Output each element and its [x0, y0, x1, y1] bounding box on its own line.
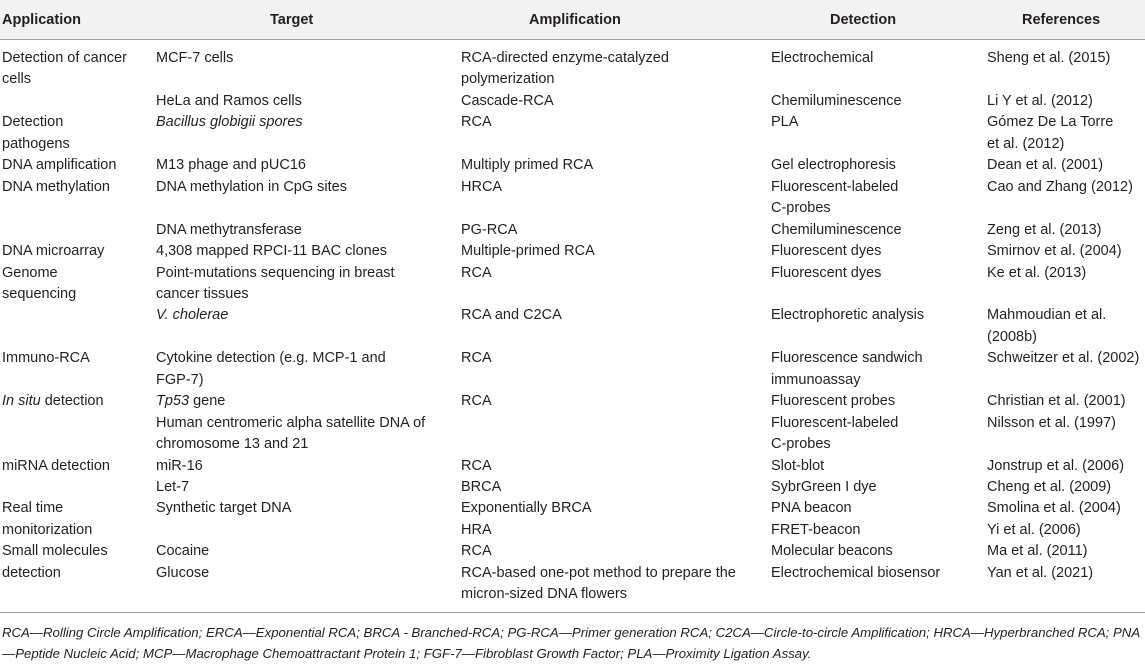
cell-detection: FRET-beacon — [771, 521, 861, 538]
cell-amplification: Exponentially BRCA — [461, 500, 592, 517]
cell-target: Human centromeric alpha satellite DNA of — [156, 414, 426, 431]
cell-references: Smirnov et al. (2004) — [987, 243, 1122, 260]
cell-target: Synthetic target DNA — [156, 500, 292, 517]
cell-references: Cao and Zhang (2012) — [987, 178, 1133, 195]
cell-detection: SybrGreen I dye — [771, 479, 877, 495]
cell-target: chromosome 13 and 21 — [156, 436, 309, 453]
cell-detection: C-probes — [771, 436, 831, 453]
cell-target: HeLa and Ramos cells — [156, 92, 302, 109]
cell-references: Sheng et al. (2015) — [987, 50, 1111, 66]
cell-detection: Fluorescence sandwich — [771, 350, 923, 367]
cell-references: Nilsson et al. (1997) — [987, 414, 1116, 431]
cell-application: Small molecules — [2, 543, 108, 560]
cell-target: V. cholerae — [156, 307, 229, 324]
cell-detection: immunoassay — [771, 371, 861, 388]
cell-detection: Gel electrophoresis — [771, 157, 896, 174]
cell-references: Jonstrup et al. (2006) — [987, 457, 1125, 474]
header-detection: Detection — [830, 12, 897, 28]
cell-target: M13 phage and pUC16 — [156, 157, 306, 174]
cell-target: miR-16 — [156, 457, 203, 474]
cell-application: cells — [2, 71, 32, 88]
cell-application: Genome — [2, 264, 58, 281]
cell-application: Real time — [2, 500, 64, 517]
cell-amplification: BRCA — [461, 479, 502, 495]
cell-detection: Fluorescent-labeled — [771, 414, 899, 431]
cell-application: Detection — [2, 114, 64, 131]
cell-references: Mahmoudian et al. — [987, 307, 1107, 324]
cell-detection: Chemiluminescence — [771, 92, 902, 109]
cell-references: Smolina et al. (2004) — [987, 500, 1121, 517]
cell-application: monitorization — [2, 521, 93, 538]
table-bottom-rule — [0, 612, 1145, 613]
cell-detection: Fluorescent-labeled — [771, 178, 899, 195]
cell-references: Ma et al. (2011) — [987, 543, 1088, 560]
cell-references: Dean et al. (2001) — [987, 157, 1104, 174]
cell-amplification: RCA — [461, 543, 492, 560]
cell-amplification: micron-sized DNA flowers — [461, 586, 627, 603]
cell-detection: PNA beacon — [771, 500, 852, 517]
cell-amplification: Multiply primed RCA — [461, 157, 594, 174]
cell-detection: Chemiluminescence — [771, 221, 902, 238]
cell-references: Ke et al. (2013) — [987, 264, 1087, 281]
cell-target: Bacillus globigii spores — [156, 114, 303, 131]
cell-target: Glucose — [156, 564, 210, 581]
cell-amplification: HRCA — [461, 178, 503, 195]
cell-detection: Slot-blot — [771, 457, 825, 474]
cell-references: (2008b) — [987, 328, 1037, 345]
cell-application: Immuno-RCA — [2, 350, 90, 367]
cell-detection: Electrophoretic analysis — [771, 307, 925, 324]
cell-application-text: detection — [40, 393, 104, 410]
cell-detection: Molecular beacons — [771, 543, 893, 560]
cell-target: Point-mutations sequencing in breast — [156, 264, 395, 281]
cell-target: Cytokine detection (e.g. MCP-1 and — [156, 350, 386, 367]
cell-target-text: gene — [189, 393, 226, 410]
header-application: Application — [2, 12, 81, 28]
cell-amplification: RCA-directed enzyme-catalyzed — [461, 50, 669, 66]
cell-detection: C-probes — [771, 200, 831, 217]
cell-application: DNA methylation — [2, 178, 110, 195]
cell-amplification: RCA — [461, 114, 492, 131]
cell-target: cancer tissues — [156, 285, 249, 302]
cell-target: Cocaine — [156, 543, 210, 560]
cell-target: Let-7 — [156, 479, 190, 495]
cell-references: Yi et al. (2006) — [987, 521, 1081, 538]
cell-target: DNA methylation in CpG sites — [156, 178, 347, 195]
cell-application-italic: In situ — [2, 393, 41, 410]
cell-application: miRNA detection — [2, 457, 110, 474]
cell-amplification: RCA and C2CA — [461, 307, 562, 324]
cell-amplification: RCA-based one-pot method to prepare the — [461, 564, 736, 581]
cell-detection: Fluorescent dyes — [771, 243, 882, 260]
cell-amplification: RCA — [461, 350, 492, 367]
cell-detection: PLA — [771, 114, 799, 131]
cell-application: sequencing — [2, 285, 77, 302]
cell-amplification: polymerization — [461, 71, 555, 88]
table-header — [0, 0, 1145, 40]
header-target: Target — [270, 12, 314, 28]
table-footnote: RCA—Rolling Circle Amplification; ERCA—Exponential RCA; BRCA - Branched-RCA; PG-RCA—Primer generation RCA; C2CA—Circle-to-circle Amplification; HRCA—Hyperbranched RCA; PNA—Peptide Nucleic Acid; MCP—Macrophage Chemoattractant Protein 1; FGF-7—Fibroblast Growth Factor; PLA—Proximity Ligation Assay. — [2, 625, 1141, 661]
cell-amplification: HRA — [461, 521, 492, 538]
cell-amplification: PG-RCA — [461, 221, 518, 238]
cell-target: DNA methytransferase — [156, 221, 302, 238]
cell-target: 4,308 mapped RPCI-11 BAC clones — [156, 243, 388, 260]
cell-application: DNA amplification — [2, 157, 117, 174]
cell-target — [156, 391, 225, 412]
cell-references: Gómez De La Torre — [987, 114, 1114, 131]
cell-references: Zeng et al. (2013) — [987, 221, 1102, 238]
cell-references: Cheng et al. (2009) — [987, 479, 1112, 495]
cell-amplification: Cascade-RCA — [461, 92, 554, 109]
cell-application: Detection of cancer — [2, 50, 127, 66]
cell-detection: Fluorescent dyes — [771, 264, 882, 281]
cell-detection: Electrochemical biosensor — [771, 564, 941, 581]
header-amplification: Amplification — [529, 12, 621, 28]
cell-amplification: RCA — [461, 393, 492, 410]
cell-references: Li Y et al. (2012) — [987, 92, 1093, 109]
cell-amplification: RCA — [461, 457, 492, 474]
cell-references: et al. (2012) — [987, 135, 1065, 152]
cell-application — [2, 391, 104, 412]
cell-amplification: Multiple-primed RCA — [461, 243, 595, 260]
cell-application: pathogens — [2, 135, 70, 152]
cell-target: FGP-7) — [156, 371, 204, 388]
cell-amplification: RCA — [461, 264, 492, 281]
header-references: References — [1022, 12, 1101, 28]
cell-detection: Fluorescent probes — [771, 393, 896, 410]
cell-application: DNA microarray — [2, 243, 105, 260]
cell-application: detection — [2, 564, 61, 581]
cell-detection: Electrochemical — [771, 50, 874, 66]
cell-references: Schweitzer et al. (2002) — [987, 350, 1140, 367]
cell-references: Yan et al. (2021) — [987, 564, 1094, 581]
cell-target: MCF-7 cells — [156, 50, 234, 66]
cell-target-italic: Tp53 — [156, 393, 190, 410]
cell-references: Christian et al. (2001) — [987, 393, 1126, 410]
